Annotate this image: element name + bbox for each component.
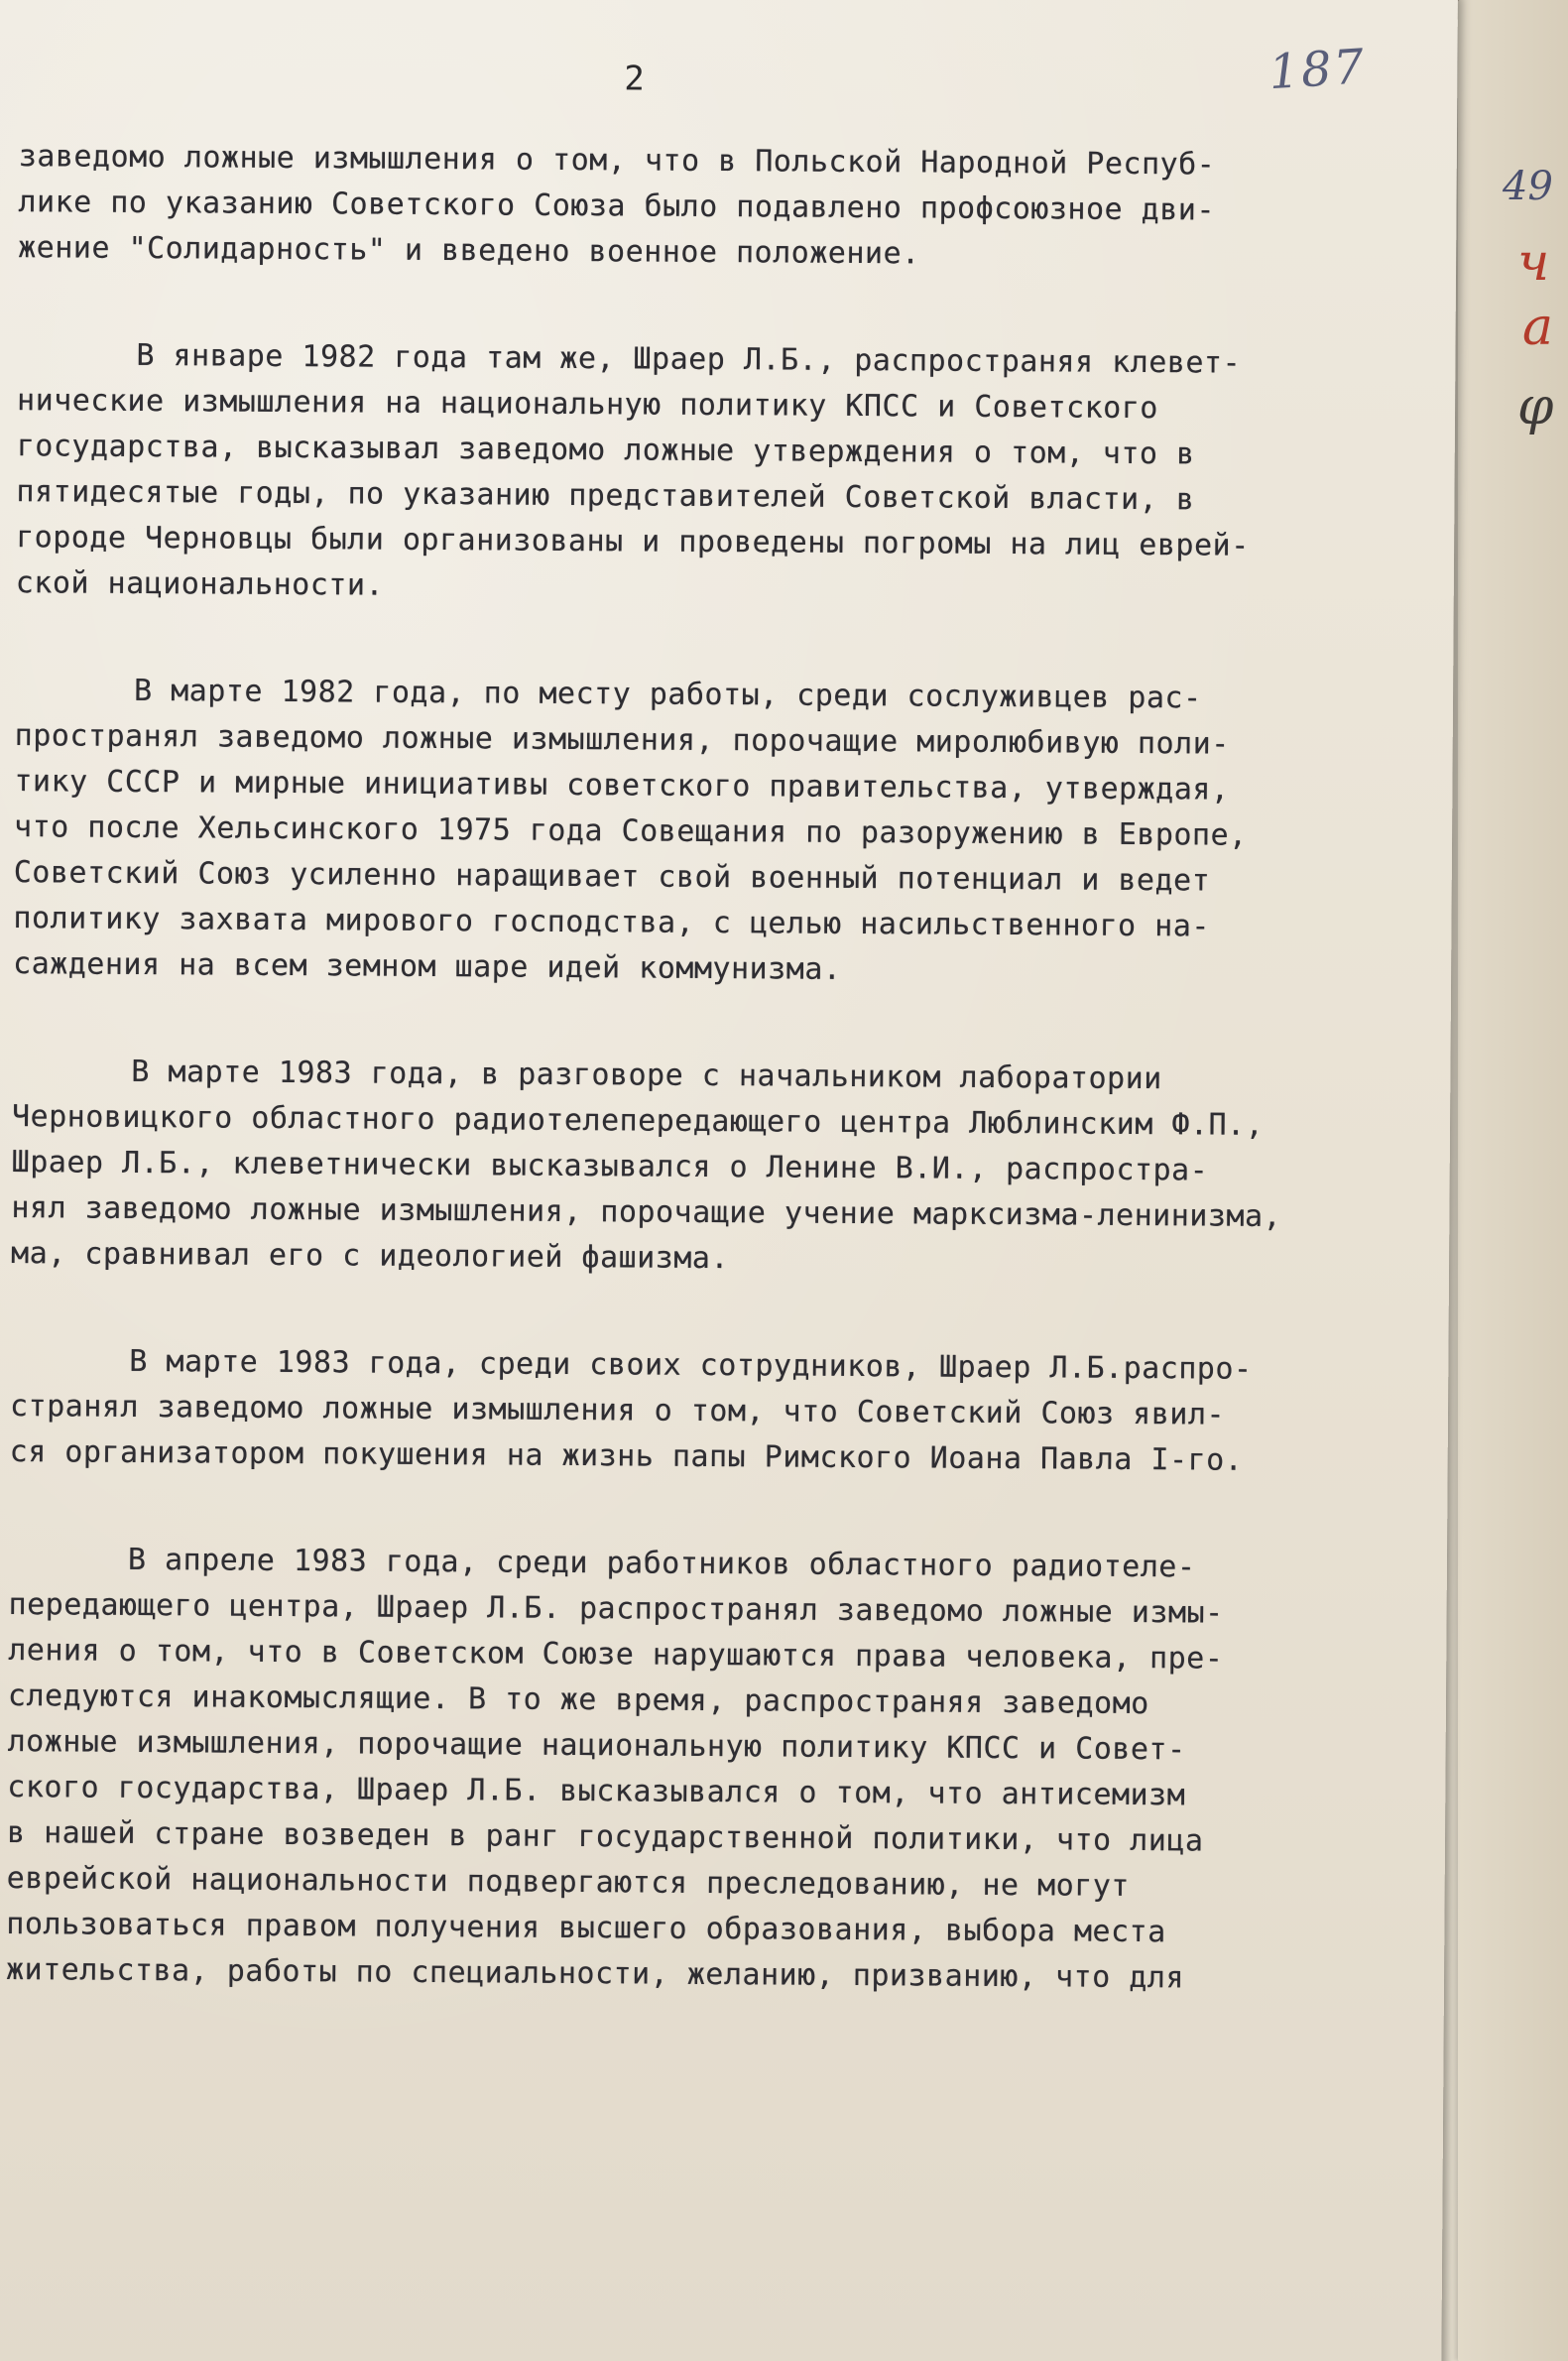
document-body [5, 134, 1426, 2064]
text-line: в нашей стране возведен в ранг государственной политики, что лица [6, 1815, 1204, 1859]
margin-note: ч [1517, 233, 1550, 293]
text-line: жение "Солидарность" и введено военное положение. [18, 230, 920, 272]
text-line: В марте 1983 года, в разговоре с начальником лаборатории [131, 1054, 1162, 1097]
text-line: что после Хельсинского 1975 года Совещания по разоружению в Европе, [13, 809, 1248, 853]
text-line: заведомо ложные измышления о том, что в Польской Народной Респуб- [18, 139, 1216, 183]
paragraph [18, 134, 1427, 281]
text-line: ложные измышления, порочащие национальную политику КПСС и Совет- [7, 1724, 1186, 1768]
text-line: политику захвата мирового господства, с целью насильственного на- [13, 901, 1211, 944]
margin-note: а [1522, 298, 1554, 357]
text-line: нял заведомо ложные измышления, порочащие учение марксизма-ленинизма, [11, 1190, 1282, 1234]
text-line: пространял заведомо ложные измышления, порочащие миролюбивую поли- [14, 718, 1230, 762]
text-line: городе Черновцы были организованы и проведены погромы на лиц еврей- [16, 520, 1250, 563]
text-line: пятидесятые годы, по указанию представителей Советской власти, в [16, 474, 1195, 518]
text-line: В январе 1982 года там же, Шраер Л.Б., распространяя клевет- [136, 337, 1242, 381]
text-line: ления о том, что в Советском Союзе нарушаются права человека, пре- [8, 1633, 1224, 1677]
text-line: ма, сравнивал его с идеологией фашизма. [10, 1236, 730, 1277]
text-line: нические измышления на национальную политику КПСС и Советского [16, 383, 1159, 427]
text-line: следуются инакомыслящие. В то же время, распространяя заведомо [7, 1678, 1149, 1722]
text-line: государства, высказывал заведомо ложные утверждения о том, что в [16, 429, 1195, 472]
page-number: 2 [624, 59, 645, 99]
text-line: Советский Союз усиленно наращивает свой военный потенциал и ведет [13, 855, 1211, 899]
text-line: жительства, работы по специальности, желанию, призванию, что для [5, 1952, 1185, 1996]
text-line: странял заведомо ложные измышления о том, что Советский Союз явил- [9, 1389, 1226, 1432]
text-line: саждения на всем земном шаре идей коммунизма. [13, 946, 842, 987]
text-line: тику СССР и мирные инициативы советского правительства, утверждая, [14, 764, 1230, 808]
text-line: передающего центра, Шраер Л.Б. распространял заведомо ложные измы- [8, 1587, 1224, 1631]
text-line: пользоваться правом получения высшего образования, выбора места [6, 1907, 1166, 1950]
archive-folio-number: 187 [1266, 39, 1368, 101]
text-line: ся организатором покушения на жизнь папы Римского Иоана Павла I-го. [9, 1434, 1244, 1478]
text-line: ской национальности. [15, 565, 385, 603]
text-line: Черновицкого областного радиотелепередающего центра Люблинским Ф.П., [11, 1099, 1265, 1143]
text-line: В марте 1982 года, по месту работы, среди сослуживцев рас- [133, 673, 1202, 716]
margin-note: φ [1517, 377, 1554, 436]
text-line: ского государства, Шраер Л.Б. высказывался о том, что антисемизм [7, 1770, 1186, 1813]
text-line: лике по указанию Советского Союза было подавлено профсоюзное дви- [18, 185, 1216, 228]
text-line: еврейской национальности подвергаются преследованию, не могут [6, 1861, 1131, 1904]
paragraph [16, 332, 1426, 616]
margin-note: 49 [1503, 164, 1553, 209]
text-line: В марте 1983 года, среди своих сотрудников, Шраер Л.Б.распро- [129, 1343, 1253, 1387]
paragraph [11, 1049, 1421, 1287]
text-line: Шраер Л.Б., клеветнически высказывался о Ленине В.И., распростра- [11, 1145, 1209, 1188]
paragraph [13, 668, 1423, 997]
paragraph [6, 1537, 1417, 2003]
paragraph [10, 1338, 1419, 1485]
text-line: В апреле 1983 года, среди работников областного радиотеле- [127, 1542, 1196, 1585]
